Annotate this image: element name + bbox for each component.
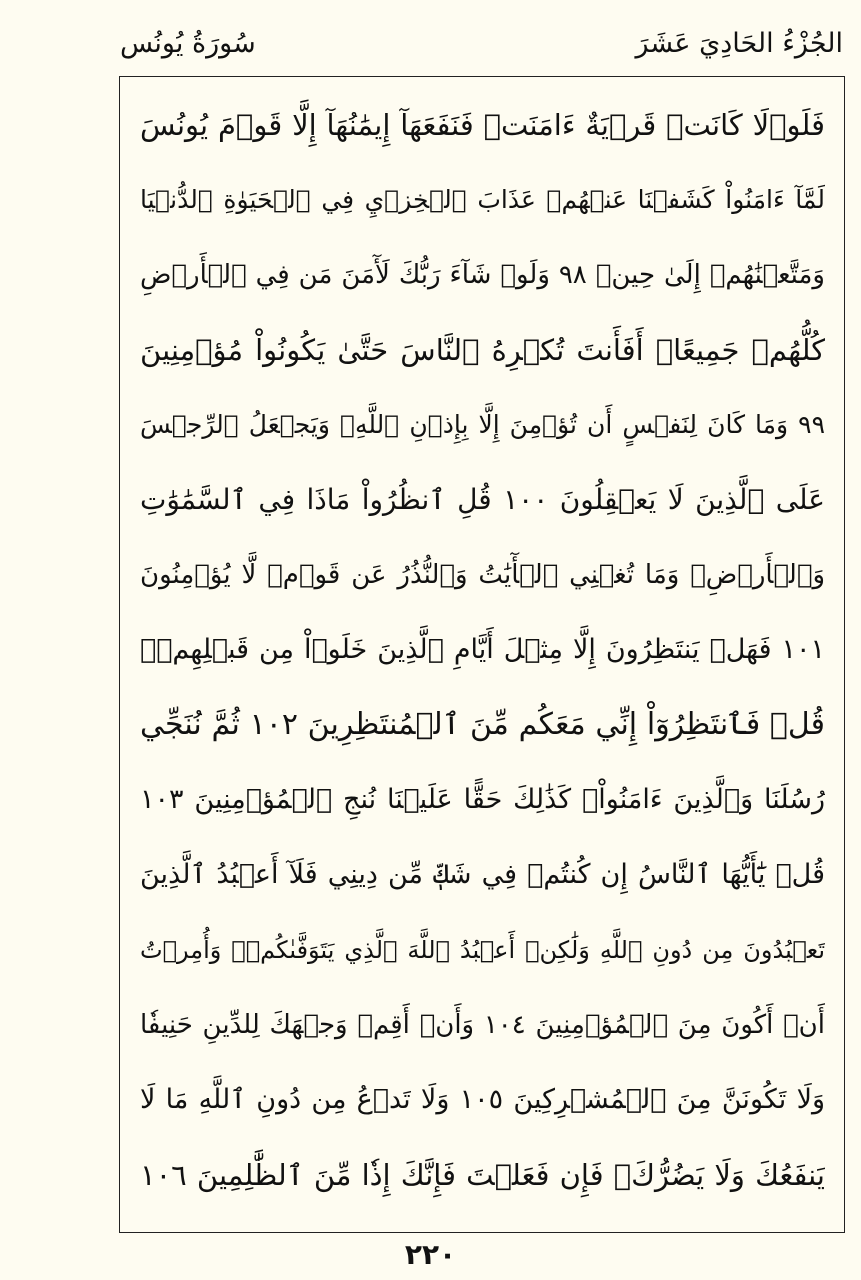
verse-line: ٩٩ وَمَا كَانَ لِنَفۡسٍ أَن تُؤۡمِنَ إِلَّا بِإِذۡنِ ٱللَّهِۚ وَيَجۡعَلُ ٱلرِّجۡسَ [140,410,825,439]
verse-line: ١٠١ فَهَلۡ يَنتَظِرُونَ إِلَّا مِثۡلَ أَيَّامِ ٱلَّذِينَ خَلَوۡاْ مِن قَبۡلِهِمۡۚ [140,634,825,665]
verse-lines [140,90,825,1215]
verse-line: تَعۡبُدُونَ مِن دُونِ ٱللَّهِ وَلَٰكِنۡ أَعۡبُدُ ٱللَّهَ ٱلَّذِي يَتَوَفَّىٰكُمۡۖ وَأُمِرۡتُ [140,936,825,964]
page-number: ٢٢٠ [404,1238,457,1271]
verse-line: قُلۡ يَٰٓأَيُّهَا ٱلنَّاسُ إِن كُنتُمۡ فِي شَكّٖ مِّن دِينِي فَلَآ أَعۡبُدُ ٱلَّذِينَ [140,859,825,890]
verse-line: وَمَتَّعۡنَٰهُمۡ إِلَىٰ حِينٖ ٩٨ وَلَوۡ شَآءَ رَبُّكَ لَأٓمَنَ مَن فِي ٱلۡأَرۡضِ [140,260,825,290]
juz-title: الجُزْءُ الحَادِيَ عَشَرَ [635,27,843,59]
verse-line: لَمَّآ ءَامَنُواْ كَشَفۡنَا عَنۡهُمۡ عَذَابَ ٱلۡخِزۡيِ فِي ٱلۡحَيَوٰةِ ٱلدُّنۡيَا [140,185,825,214]
verse-line: فَلَوۡلَا كَانَتۡ قَرۡيَةٌ ءَامَنَتۡ فَنَفَعَهَآ إِيمَٰنُهَآ إِلَّا قَوۡمَ يُونُسَ [140,108,825,142]
verse-line: يَنفَعُكَ وَلَا يَضُرُّكَۖ فَإِن فَعَلۡتَ فَإِنَّكَ إِذٗا مِّنَ ٱلظَّٰلِمِينَ ١٠٦ [140,1158,825,1192]
verse-line: كُلُّهُمۡ جَمِيعًاۚ أَفَأَنتَ تُكۡرِهُ ٱلنَّاسَ حَتَّىٰ يَكُونُواْ مُؤۡمِنِينَ [140,333,825,367]
surah-title: سُورَةُ يُونُس [120,27,256,59]
verse-line: عَلَى ٱلَّذِينَ لَا يَعۡقِلُونَ ١٠٠ قُلِ ٱنظُرُواْ مَاذَا فِي ٱلسَّمَٰوَٰتِ [140,483,825,516]
verse-line: رُسُلَنَا وَٱلَّذِينَ ءَامَنُواْۚ كَذَٰلِكَ حَقًّا عَلَيۡنَا نُنجِ ٱلۡمُؤۡمِنِينَ ١٠٣ [140,784,825,815]
verse-line: قُلۡ فَٱنتَظِرُوٓاْ إِنِّي مَعَكُم مِّنَ ٱلۡمُنتَظِرِينَ ١٠٢ ثُمَّ نُنَجِّي [140,707,825,742]
page-header [120,18,843,68]
verse-line: وَٱلۡأَرۡضِۚ وَمَا تُغۡنِي ٱلۡأٓيَٰتُ وَٱلنُّذُرُ عَن قَوۡمٖ لَّا يُؤۡمِنُونَ [140,560,825,590]
verse-line: أَنۡ أَكُونَ مِنَ ٱلۡمُؤۡمِنِينَ ١٠٤ وَأَنۡ أَقِمۡ وَجۡهَكَ لِلدِّينِ حَنِيفٗا [140,1010,825,1040]
verse-line: وَلَا تَكُونَنَّ مِنَ ٱلۡمُشۡرِكِينَ ١٠٥ وَلَا تَدۡعُ مِن دُونِ ٱللَّهِ مَا لَا [140,1084,825,1115]
